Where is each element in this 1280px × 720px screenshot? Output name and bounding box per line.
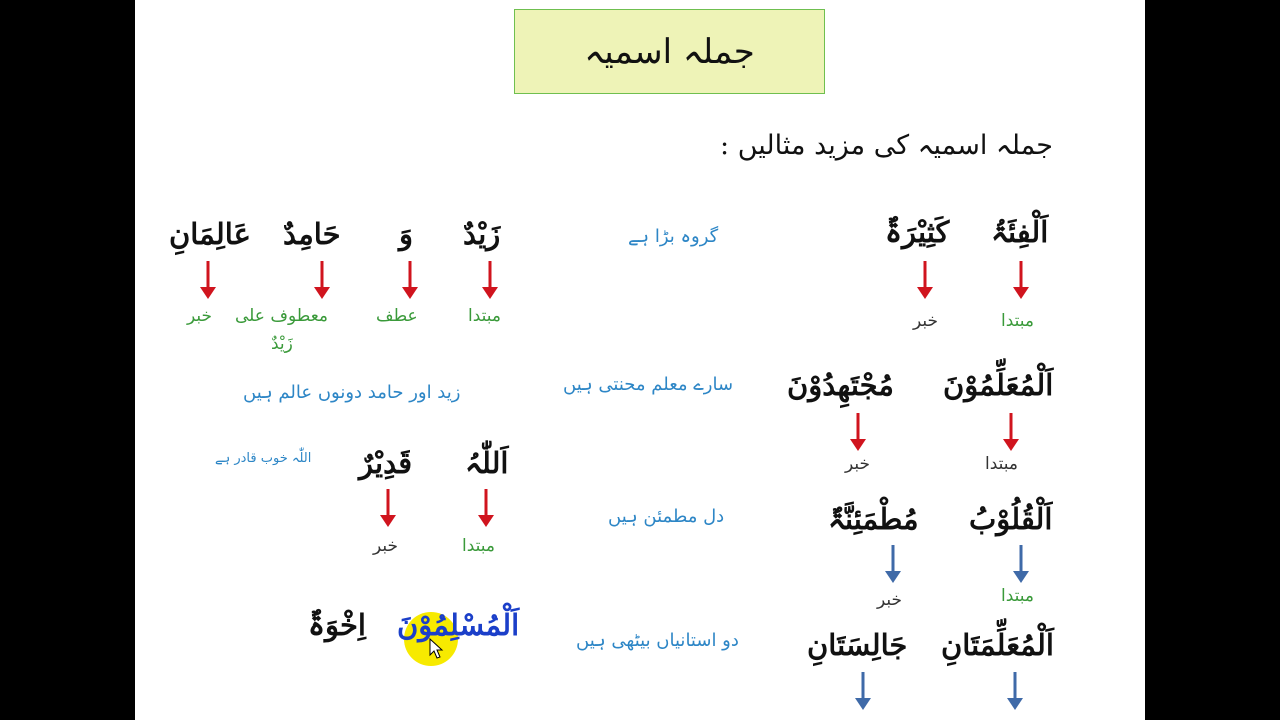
arrow-down-icon [310,261,334,301]
slide-title: جملہ اسمیہ [584,32,755,72]
arrow-down-icon [1009,261,1033,301]
translation-6: اللّٰہ خوب قادر ہے [215,451,312,466]
word-alfiah: اَلْفِئَۃُ [991,215,1049,249]
label-mubtada: مبتدا [468,306,502,326]
arrow-down-icon [474,489,498,529]
arrow-down-icon [398,261,422,301]
translation-2: سارے معلم محنتی ہیں [563,374,734,395]
label-khabar: خبر [913,311,939,331]
translation-3: دل مطمئن ہیں [608,506,725,527]
word-kathirah: کَثِیْرَۃٌ [885,215,950,249]
arrow-down-icon [999,413,1023,453]
arrow-down-icon [1009,545,1033,585]
word-almuallimatan: اَلْمُعَلِّمَتَانِ [941,628,1054,662]
title-box [514,9,825,94]
label-atf: عطف [376,306,418,326]
word-jalisatan: جَالِسَتَانِ [807,628,908,662]
translation-1: گروہ بڑا ہے [628,226,719,247]
label-khabar: خبر [373,536,399,556]
arrow-down-icon [196,261,220,301]
arrow-down-icon [913,261,937,301]
word-qadeer: قَدِیْرٌ [359,446,413,480]
arrow-down-icon [1003,672,1027,712]
arrow-down-icon [376,489,400,529]
mouse-pointer-icon [429,638,445,660]
word-alimaan: عَالِمَانِ [169,217,251,251]
label-mubtada: مبتدا [462,536,496,556]
arrow-down-icon [846,413,870,453]
word-zaid: زَیْدٌ [463,217,501,251]
word-mutmainnah: مُطْمَئِنَّۃٌ [828,502,919,536]
translation-5: زید اور حامد دونوں عالم ہیں [243,382,461,403]
word-ikhwah: اِخْوَۃٌ [308,608,366,642]
word-almuslimoon [397,608,519,642]
word-wa: وَ [399,217,414,251]
word-mujtahidoon: مُجْتَهِدُوْنَ [787,368,894,402]
label-khabar: خبر [877,590,903,610]
translation-4: دو استانیاں بیٹھی ہیں [576,630,739,651]
label-mubtada: مبتدا [1001,586,1035,606]
word-alquloob: اَلْقُلُوْبُ [969,502,1053,536]
word-almuallimoon: اَلْمُعَلِّمُوْنَ [943,368,1054,402]
label-zaid-extra: زَیْدٌ [271,334,293,354]
label-mubtada: مبتدا [1001,311,1035,331]
label-mubtada: مبتدا [985,454,1019,474]
arrow-down-icon [881,545,905,585]
word-hamid: حَامِدٌ [283,217,341,251]
slide [135,0,1145,720]
word-almuslimoon-text: اَلْمُسْلِمُوْنَ [397,608,520,642]
label-matoof-ala: معطوف علی [235,306,329,326]
label-khabar: خبر [187,306,213,326]
label-khabar: خبر [845,454,871,474]
word-allah: اَللّٰہُ [465,446,509,480]
subtitle: جملہ اسمیہ کی مزید مثالیں : [720,130,1053,161]
arrow-down-icon [478,261,502,301]
arrow-down-icon [851,672,875,712]
